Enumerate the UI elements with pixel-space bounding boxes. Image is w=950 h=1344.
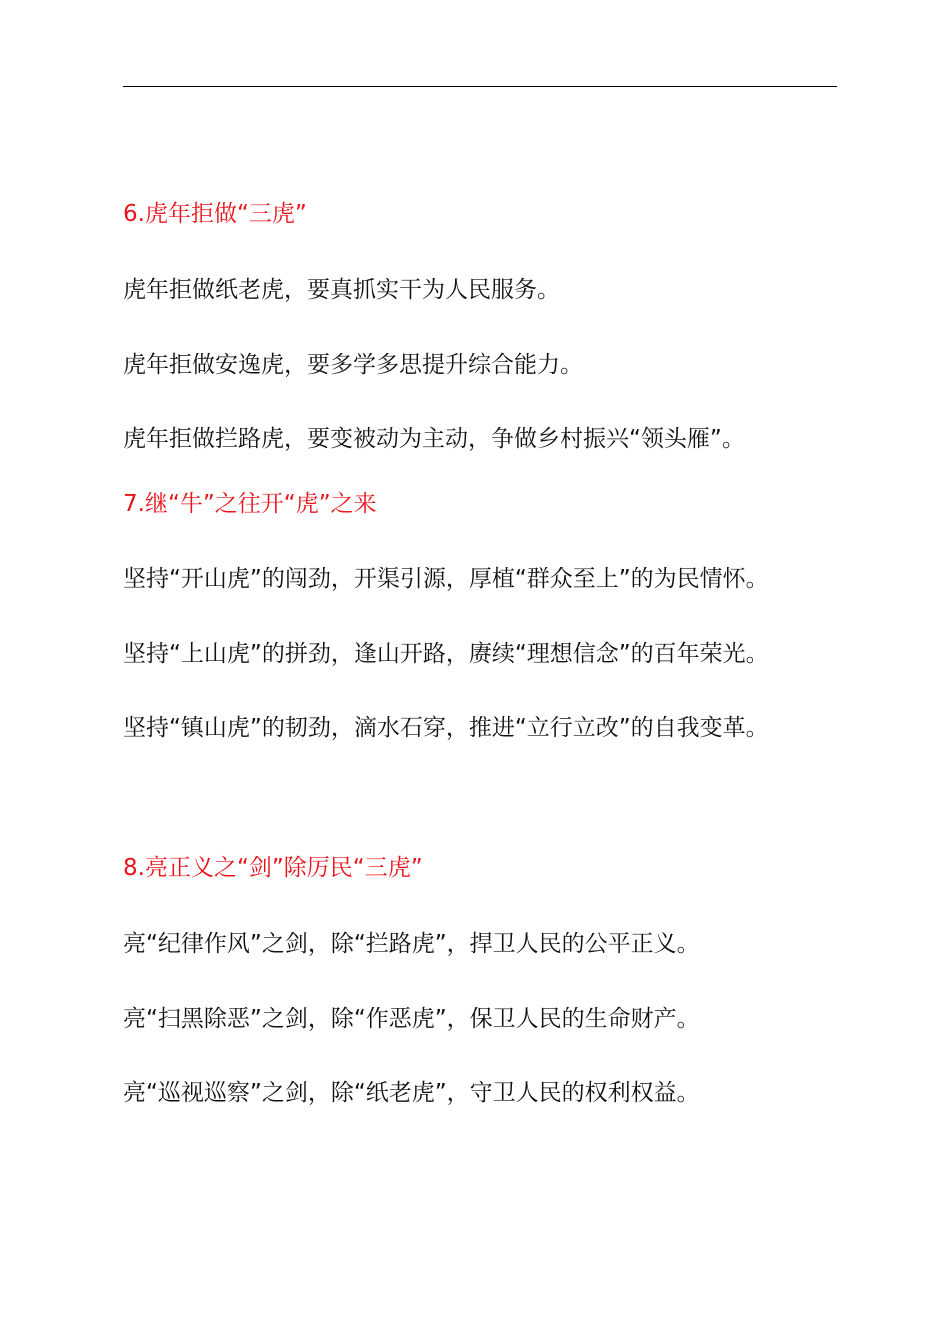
section-8-line-1: 亮“纪律作风”之剑，除“拦路虎”，捍卫人民的公平正义。 bbox=[123, 931, 700, 957]
section-heading-6: 6.虎年拒做“三虎” bbox=[123, 201, 307, 227]
section-7-line-3: 坚持“镇山虎”的韧劲，滴水石穿，推进“立行立改”的自我变革。 bbox=[123, 715, 769, 741]
top-divider bbox=[123, 86, 837, 87]
section-8-line-2: 亮“扫黑除恶”之剑，除“作恶虎”，保卫人民的生命财产。 bbox=[123, 1006, 700, 1032]
section-7-line-2: 坚持“上山虎”的拼劲，逢山开路，赓续“理想信念”的百年荣光。 bbox=[123, 641, 769, 667]
section-6-line-2: 虎年拒做安逸虎，要多学多思提升综合能力。 bbox=[123, 352, 583, 378]
section-7-line-1: 坚持“开山虎”的闯劲，开渠引源，厚植“群众至上”的为民情怀。 bbox=[123, 566, 769, 592]
section-6-line-1: 虎年拒做纸老虎，要真抓实干为人民服务。 bbox=[123, 277, 560, 303]
section-heading-8: 8.亮正义之“剑”除厉民“三虎” bbox=[123, 855, 423, 881]
section-6-line-3: 虎年拒做拦路虎，要变被动为主动，争做乡村振兴“领头雁”。 bbox=[123, 426, 745, 452]
section-heading-7: 7.继“牛”之往开“虎”之来 bbox=[123, 491, 377, 517]
section-8-line-3: 亮“巡视巡察”之剑，除“纸老虎”，守卫人民的权利权益。 bbox=[123, 1080, 700, 1106]
